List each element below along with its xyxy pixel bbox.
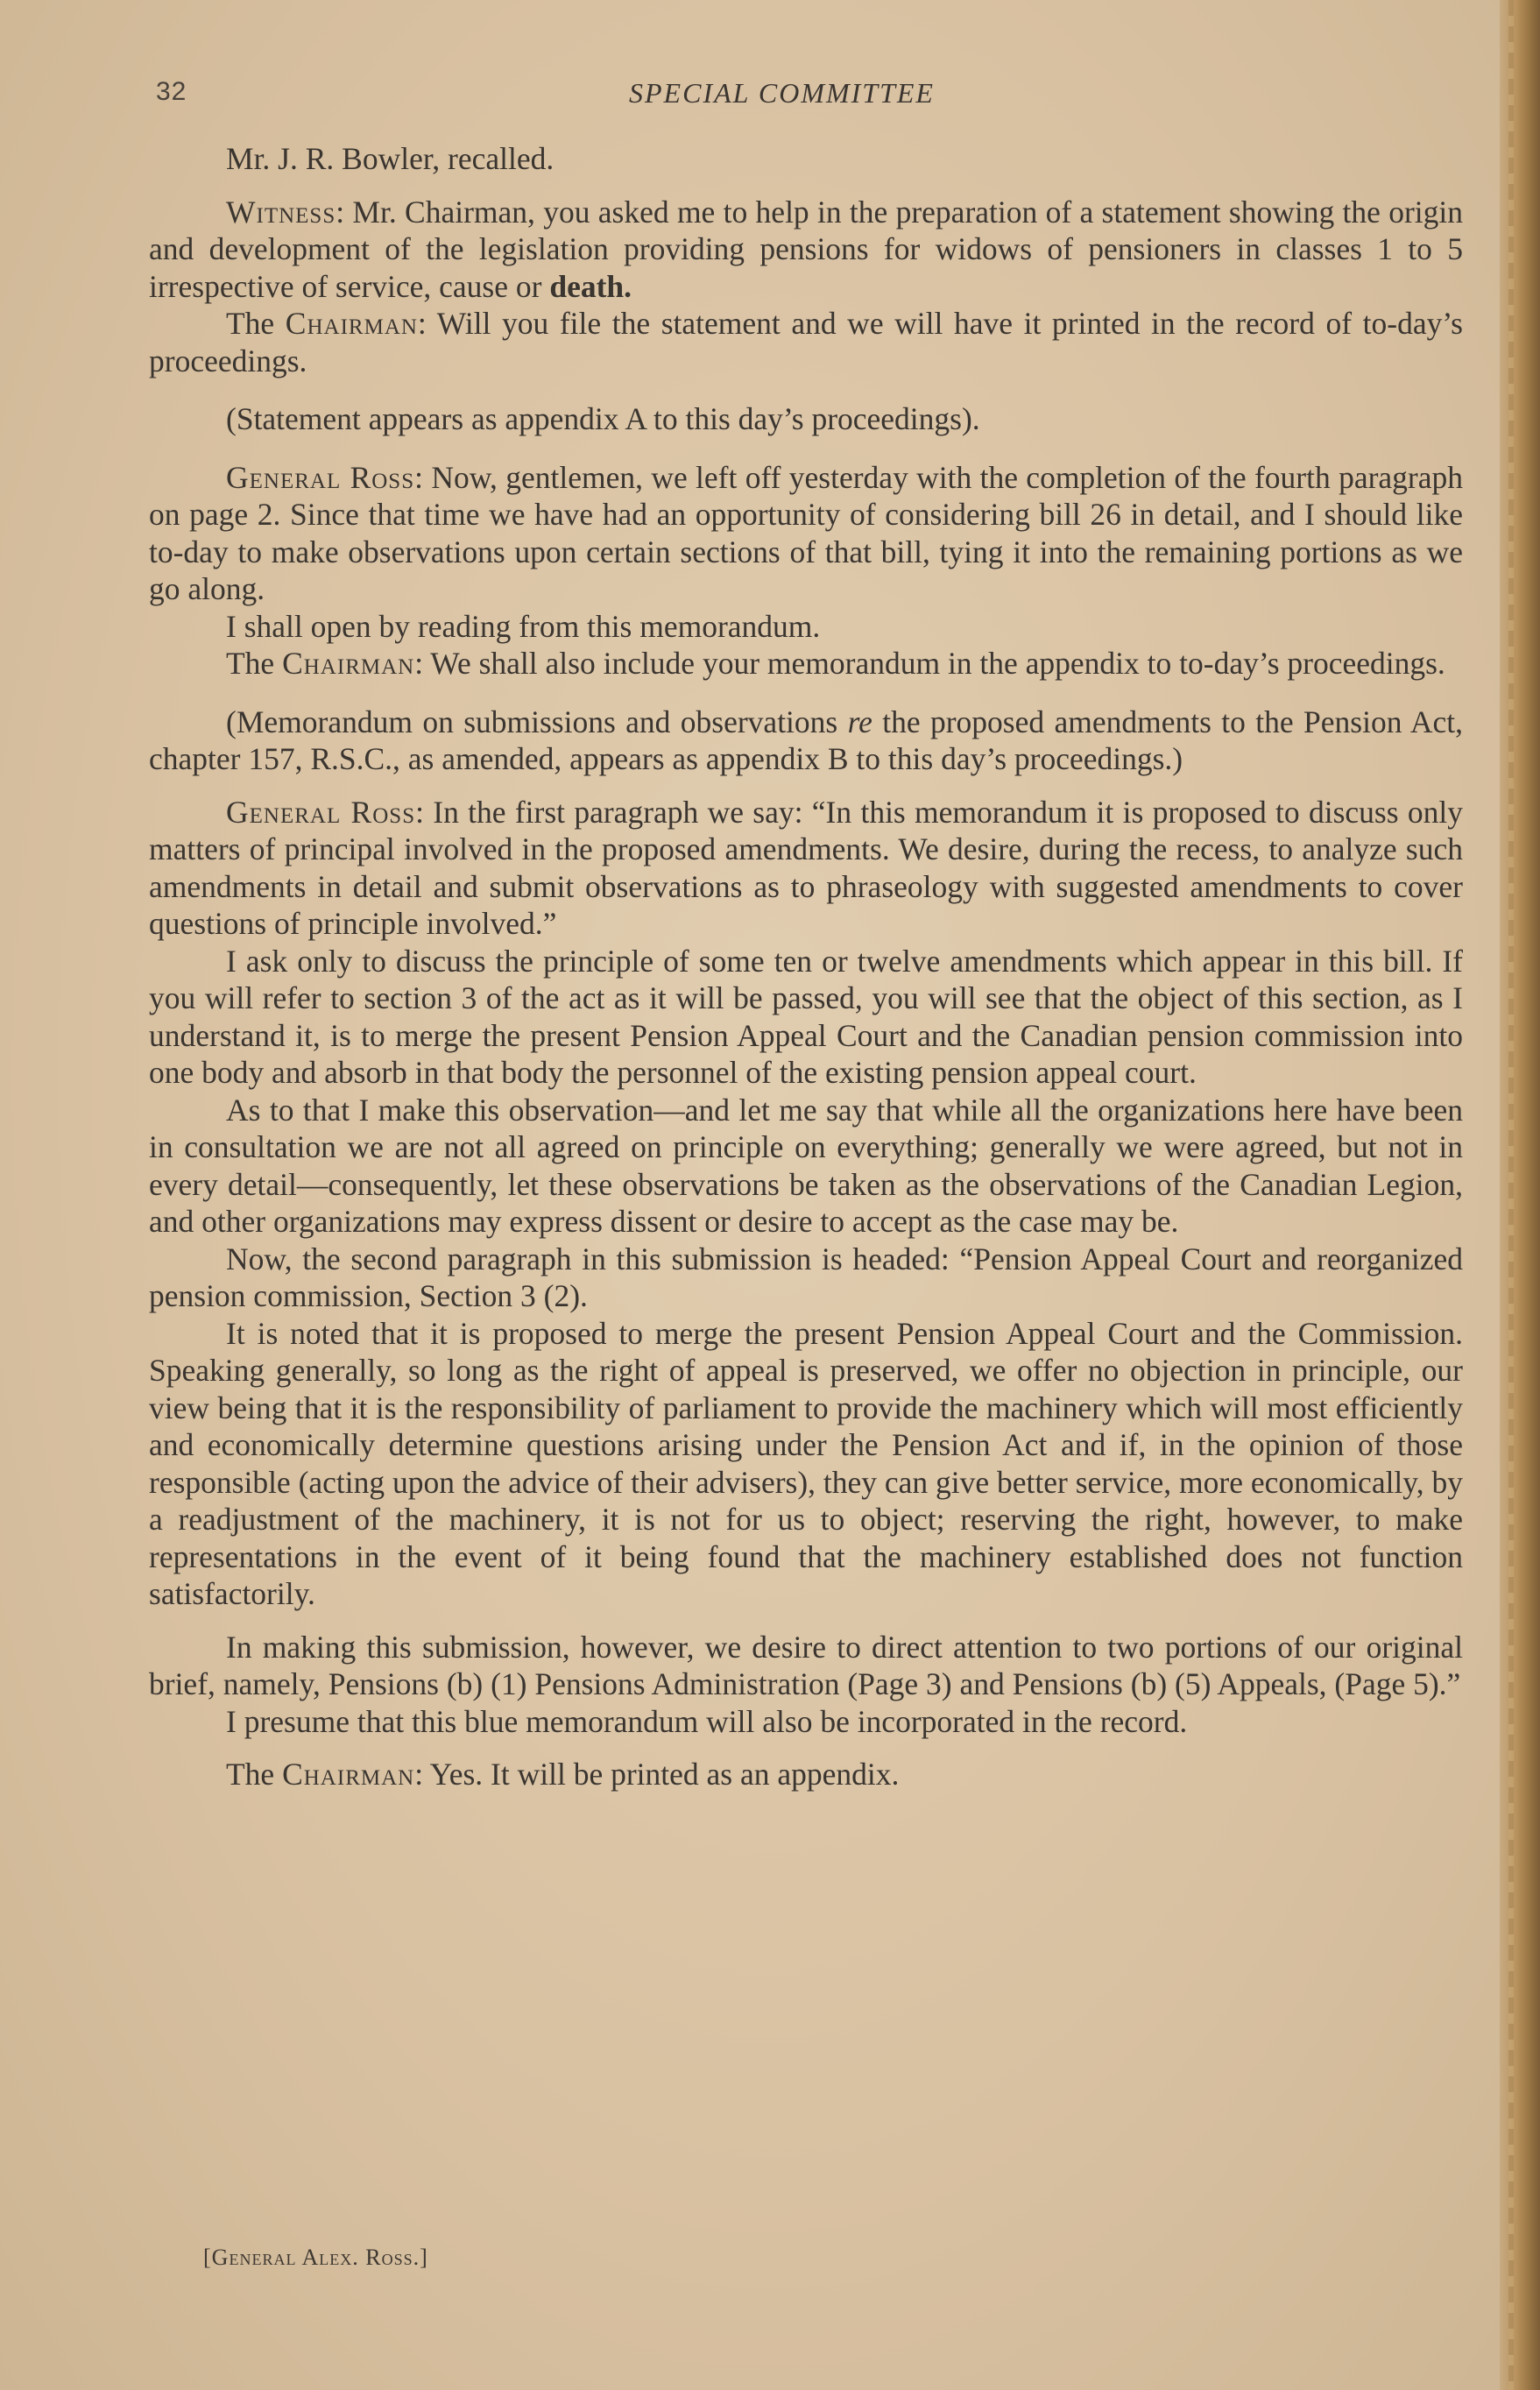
- transcript-body: [149, 140, 1463, 1793]
- paragraph-second: Now, the second paragraph in this submission is headed: “Pension Appeal Court and reorganized pension commission, Section 3 (2).: [149, 1241, 1463, 1313]
- paragraph-memo-note: (Memorandum on submissions and observations re the proposed amendments to the Pension Act, chapter 157, R.S.C., as amended, appears as appendix B to this day’s proceedings.): [149, 704, 1463, 776]
- paragraph-recall: Mr. J. R. Bowler, recalled.: [226, 141, 555, 176]
- paragraph-chairman-yes: The Chairman: Yes. It will be printed as an appendix.: [226, 1757, 900, 1792]
- paragraph-chairman-file: The Chairman: Will you file the statement and we will have it printed in the record of to-day’s proceedings.: [149, 306, 1464, 378]
- speaker-label: Chairman: [282, 1757, 415, 1792]
- running-head: SPECIAL COMMITTEE: [629, 77, 935, 109]
- page-header: [156, 77, 1452, 116]
- speaker-footnote: [General Alex. Ross.]: [203, 2245, 428, 2270]
- paragraph-blue-memo: I presume that this blue memorandum will also be incorporated in the record.: [226, 1703, 1188, 1739]
- paragraph-observation: As to that I make this observation—and let me say that while all the organizations here have been in consultation we are not all agreed on principle on everything; generally we were agreed, but not in every detail—consequently, let these observations be taken as the observations of the Canadian Legion, and other organizations may express dissent or desire to accept as the case may be.: [149, 1092, 1463, 1239]
- paragraph-statement-note: (Statement appears as appendix A to this day’s proceedings).: [226, 401, 980, 436]
- paragraph-chairman-memo: The Chairman: We shall also include your memorandum in the appendix to to-day’s proceedings.: [226, 646, 1445, 681]
- paragraph-merge: It is noted that it is proposed to merge the present Pension Appeal Court and the Commission. Speaking generally, so long as the right of appeal is preserved, we offer no objection in principle, our view being that it is the responsibility of parliament to provide the machinery which will most efficiently and economically determine questions arising under the Pension Act and if, in the opinion of those responsible (acting upon the advice of their advisers), they can give better service, more economically, by a readjustment of the machinery, it is not for us to object; reserving the right, however, to make representations in the event of it being found that the machinery established does not function satisfactorily.: [149, 1315, 1463, 1611]
- speaker-label: General Ross: [226, 459, 415, 495]
- paragraph-witness: Witness: Mr. Chairman, you asked me to help in the preparation of a statement showing the origin and development of the legislation providing pensions for widows of pensioners in classes 1 to 5 irrespective of service, cause or death.: [149, 194, 1463, 304]
- page-number: 32: [156, 77, 187, 106]
- page-binding-edge: [1500, 0, 1540, 2390]
- paragraph-principle: I ask only to discuss the principle of some ten or twelve amendments which appear in this bill. If you will refer to section 3 of the act as it will be passed, you will see that the object of this section, as I understand it, is to merge the present Pension Appeal Court and the Canadian pension commission into one body and absorb in that body the personnel of the existing pension appeal court.: [149, 943, 1463, 1090]
- paragraph-read-memo: I shall open by reading from this memorandum.: [226, 608, 821, 644]
- speaker-label: Witness: [226, 194, 336, 230]
- speaker-label: Chairman: [282, 646, 415, 681]
- paragraph-ross-first: General Ross: In the first paragraph we say: “In this memorandum it is proposed to discuss only matters of principal involved in the proposed amendments. We desire, during the recess, to analyze such amendments in detail and submit observations as to phraseology with suggested amendments to cover questions of principle involved.”: [149, 794, 1463, 941]
- paragraph-ross-opening: General Ross: Now, gentlemen, we left off yesterday with the completion of the fourth paragraph on page 2. Since that time we have had an opportunity of considering bill 26 in detail, and I should like to-day to make observations upon certain sections of that bill, tying it into the remaining portions as we go along.: [149, 459, 1463, 606]
- speaker-label: General Ross: [226, 794, 416, 830]
- paragraph-submission: In making this submission, however, we desire to direct attention to two portions of our original brief, namely, Pensions (b) (1) Pensions Administration (Page 3) and Pensions (b) (5) Appeals, (Page 5).”: [149, 1629, 1463, 1701]
- speaker-label: Chairman: [285, 306, 418, 341]
